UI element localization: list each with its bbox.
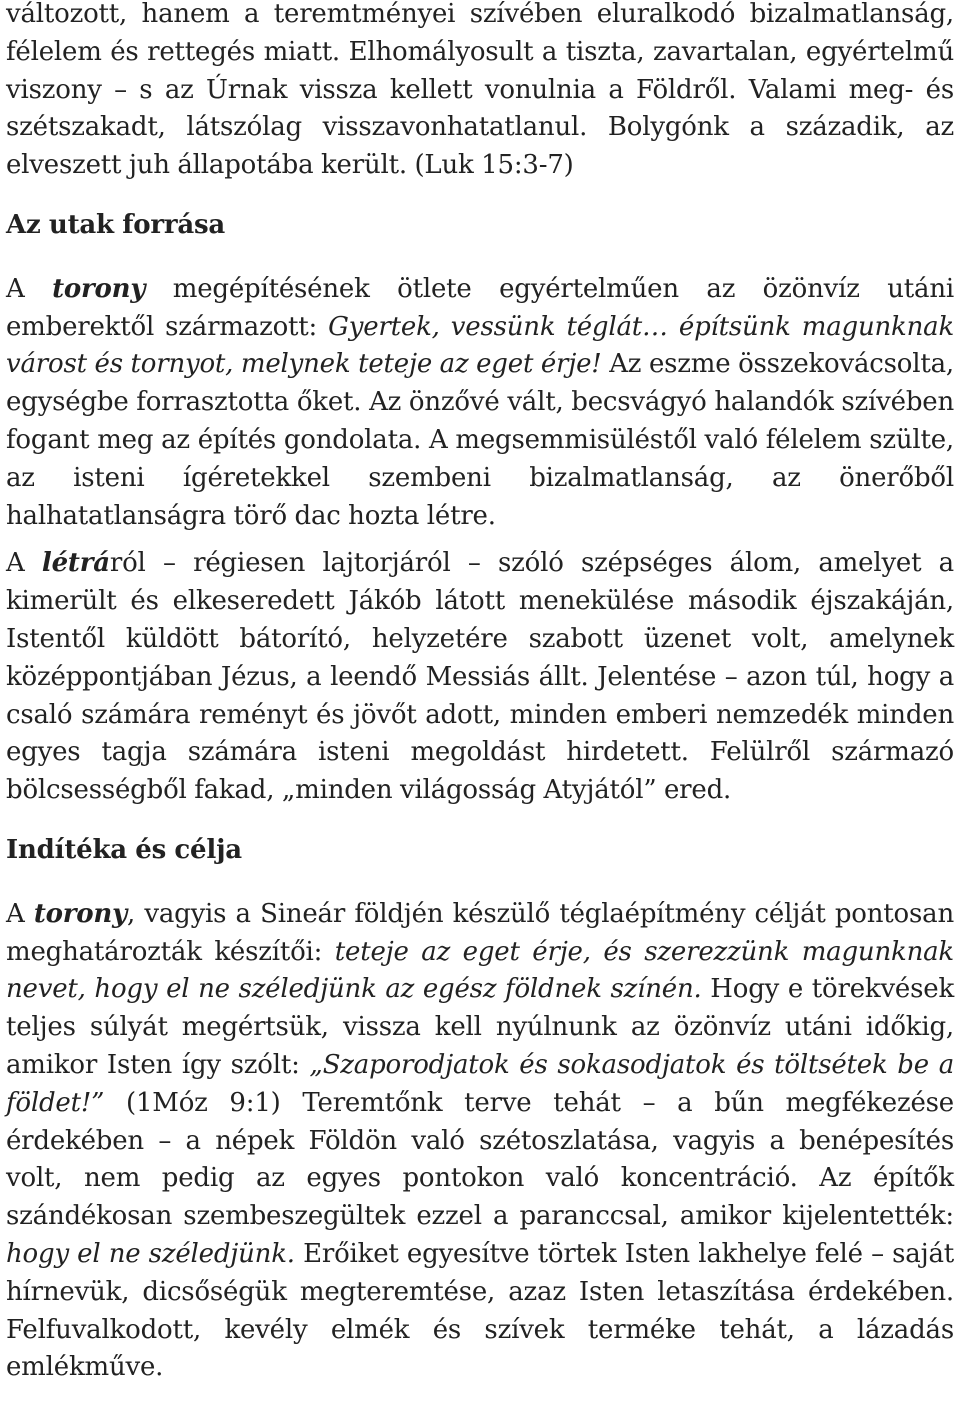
spacer — [6, 185, 954, 207]
intro-text: változott, hanem a teremtményei szívében eluralkodó bizalmatlanság, félelem és rettegés miatt. Elhomályosult a tiszta, zavartalan, egyértelmű viszony – s az Úrnak vissza kellett vonulnia a Földről. Valami meg- és szétszakadt, látszólag visszavonhatatlanul. Bolygónk a századik, az elveszett juh állapotába került. (Luk 15:3-7) — [6, 0, 954, 181]
paragraph-torony-otlete — [6, 271, 954, 536]
text-run: Az eszme összekovácsolta, egységbe forrasztotta őket. Az önzővé vált, becsvágyó halandók szívében fogant meg az építés gondolata. A megsemmisüléstől való félelem szülte, az isteni ígéretekkel szembeni bizalmatlanság, az önerőből halhatatlanságra törő dac hozta létre. — [6, 349, 954, 531]
spacer — [6, 810, 954, 832]
section-heading-utak-forrasa: Az utak forrása — [6, 209, 226, 240]
text-run: ról – régiesen lajtorjáról – szóló szépséges álom, amelyet a kimerült és elkeseredett Jákób látott menekülése második éjszakáján, Istentől küldött bátorító, helyzetére szabott üzenet volt, amelynek középpontjában Jézus, a leendő Messiás állt. Jelentése – azon túl, hogy a csaló számára reményt és jövőt adott, minden emberi nemzedék minden egyes tagja számára isteni megoldást hirdetett. Felülről származó bölcsességből fakad, „minden világosság Atyjától” ered. — [6, 548, 954, 806]
section-heading-inditeka: Indítéka és célja — [6, 834, 242, 865]
quote-gyertek: Gyertek, vessünk téglát… építsünk magunknak várost és tornyot, melynek teteje az eget érje! — [6, 311, 955, 380]
text-run: , vagyis a Sineár földjén készülő téglaépítmény célját pontosan meghatározták készítői: — [6, 898, 954, 967]
text-run: A — [6, 548, 42, 579]
paragraph-letra — [6, 545, 954, 810]
emphasis-torony-2: torony — [33, 898, 128, 929]
emphasis-letra: létrá — [41, 548, 110, 579]
spacer — [6, 535, 954, 545]
text-run: Erőiket egyesítve törtek Isten lakhelye felé – saját hírnevük, dicsőségük megteremtése, azaz Isten letaszítása érdekében. Felfuvalkodott, kevély elmék és szívek terméke tehát, a lázadás emlékműve. — [6, 1238, 954, 1383]
intro-paragraph — [6, 0, 954, 185]
text-run: megépítésének ötlete egyértelműen az özönvíz utáni emberektől származott: — [6, 273, 954, 342]
emphasis-torony: torony — [52, 273, 146, 304]
text-run: Hogy e törekvések teljes súlyát megértsük, vissza kell nyúlnunk az özönvíz utáni időkig, amikor Isten így szólt: — [6, 974, 955, 1080]
paragraph-torony-celja — [6, 896, 954, 1387]
text-run: (1Móz 9:1) Teremtőnk terve tehát – a bűn megfékezése érdekében – a népek Földön való szétoszlatása, vagyis a benépesítés volt, nem pedig az egyes pontokon való koncentráció. Az építők szándékosan szembeszegültek ezzel a paranccsal, amikor kijelentették: — [6, 1087, 954, 1232]
spacer — [6, 245, 954, 271]
spacer — [6, 870, 954, 896]
quote-el-ne-szeledjunk: hogy el ne széledjünk. — [6, 1238, 295, 1269]
text-run: A — [6, 898, 34, 929]
text-run: A — [6, 273, 53, 304]
quote-teteje: teteje az eget érje, és szerezzünk magunknak nevet, hogy el ne széledjünk az egész földnek színén. — [6, 936, 954, 1005]
quote-szaporodjatok: „Szaporodjatok és sokasodjatok és töltsétek be a földet!” — [6, 1049, 954, 1118]
